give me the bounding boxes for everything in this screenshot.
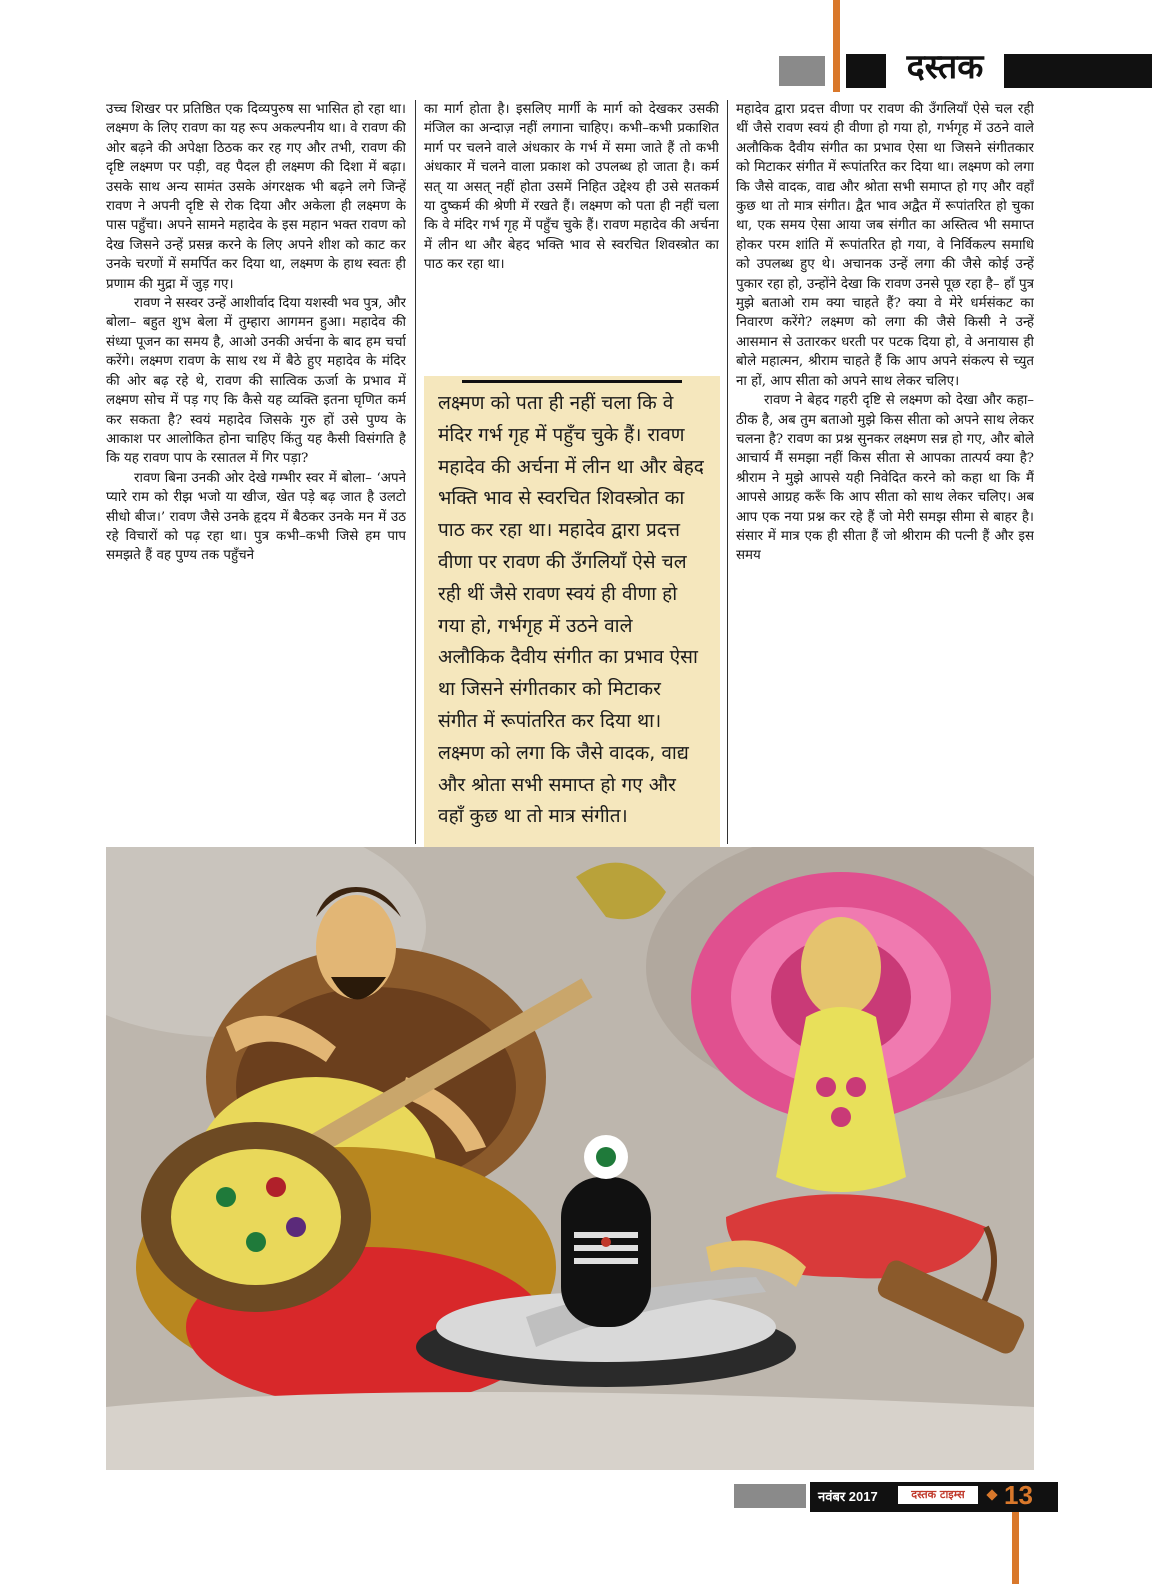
pull-quote xyxy=(424,376,720,858)
header-grey-block xyxy=(779,56,825,86)
lakshmana-face xyxy=(801,917,881,1017)
column-divider xyxy=(727,100,728,844)
illustration xyxy=(106,847,1034,1470)
pull-quote-rule-top xyxy=(462,380,682,383)
paragraph: उच्च शिखर पर प्रतिष्ठित एक दिव्यपुरुष सा भासित हो रहा था। लक्ष्मण के लिए रावण का यह रूप अकल्पनीय था। वे रावण की ओर बढ़ने की अपेक्षा ठिठक कर रह गए और तभी, रावण की दृष्टि लक्ष्मण पर पड़ी, वह पैदल ही लक्ष्मण की दिशा में बढ़ा। उसके साथ अन्य सामंत उसके अंगरक्षक भी बढ़ने लगे जिन्हें रावण ने अपनी दृष्टि से रोक दिया और अकेला ही लक्ष्मण के पास पहुँचा। अपने सामने महादेव के इस महान भक्त रावण को देख जिसने उन्हें प्रसन्न करने के लिए अपने शीश को काट कर उनके चरणों में समर्पित कर दिया था, लक्ष्मण के हाथ स्वतः ही प्रणाम की मुद्रा में जुड़ गए। xyxy=(106,102,406,292)
illustration-art xyxy=(106,847,1034,1470)
article-column-2 xyxy=(424,100,719,364)
issue-date: नवंबर 2017 xyxy=(818,1489,878,1504)
article-column-1 xyxy=(106,100,406,844)
column-divider xyxy=(415,100,416,844)
footer-accent-bar xyxy=(1012,1512,1019,1584)
paragraph: रावण बिना उनकी ओर देखे गम्भीर स्वर में बोला– ‘अपने प्यारे राम को रीझ भजो या खीज, खेत पड़े बढ़ जात है उलटो सीधो बीज।’ रावण जैसे उनके हृदय में बैठकर उनके मन में उठ रहे विचारों को पढ़ रहा था। पुत्र कभी–कभी जिसे हम पाप समझते हैं वह पुण्य तक पहुँचने xyxy=(106,470,406,564)
header-accent-bar xyxy=(833,0,840,92)
paragraph: रावण ने सस्वर उन्हें आशीर्वाद दिया यशस्वी भव पुत्र, और बोला– बहुत शुभ बेला में तुम्हारा आगमन हुआ। महादेव की संध्या पूजन का समय है, आओ उनकी अर्चना के बाद हम चर्चा करेंगे। लक्ष्मण रावण के साथ रथ में बैठे हुए महादेव के मंदिर की ओर बढ़ रहे थे, रावण की सात्विक ऊर्जा के प्रभाव में लक्ष्मण सोच में पड़ गए कि कैसे यह व्यक्ति इतना घृणित कर्म कर सकता है? स्वयं महादेव जिसके गुरु हों उसे पुण्य के आकाश पर आलोकित होना चाहिए किंतु यह कैसी विसंगति है कि यह रावण पाप के रसातल में गिर पड़ा? xyxy=(106,296,406,467)
pull-quote-text: लक्ष्मण को पता ही नहीं चला कि वे मंदिर गर्भ गृह में पहुँच चुके हैं। रावण महादेव की अर्चना में लीन था और बेहद भक्ति भाव से स्वरचित शिवस्त्रोत का पाठ कर रहा था। महादेव द्वारा प्रदत्त वीणा पर रावण की उँगलियाँ ऐसे चल रही थीं जैसे रावण स्वयं ही वीणा हो गया हो, गर्भगृह में उठने वाले अलौकिक दैवीय संगीत का प्रभाव ऐसा था जिसने संगीतकार को मिटाकर संगीत में रूपांतरित कर दिया था। लक्ष्मण को लगा कि जैसे वादक, वाद्य और श्रोता सभी समाप्त हो गए और वहाँ कुछ था तो मात्र संगीत। xyxy=(438,392,704,828)
paragraph: रावण ने बेहद गहरी दृष्टि से लक्ष्मण को देखा और कहा– ठीक है, अब तुम बताओ मुझे किस सीता को अपने साथ लेकर चलना है? रावण का प्रश्न सुनकर लक्ष्मण सन्न हो गए, और बोले आचार्य मैं समझा नहीं किस सीता से आपका तात्पर्य क्या है? श्रीराम ने मुझे आपसे यही निवेदित करने को कहा था कि मैं आपसे आग्रह करूँ कि आप सीता को साथ लेकर चलिए। अब आप एक नया प्रश्न कर रहे हैं जो मेरी समझ सीमा से बाहर है। संसार में मात्र एक ही सीता हैं जो श्रीराम की पत्नी हैं और इस समय xyxy=(736,393,1034,564)
footer-magazine-name: दस्तक टाइम्स xyxy=(898,1486,978,1504)
page-number: 13 xyxy=(1004,1480,1033,1510)
shivalinga xyxy=(561,1177,651,1327)
footer-grey-block xyxy=(734,1484,806,1508)
masthead-logo: दस्तक xyxy=(886,46,1004,88)
paragraph: का मार्ग होता है। इसलिए मार्गी के मार्ग को देखकर उसकी मंजिल का अन्दाज़ नहीं लगाना चाहिए। कभी–कभी प्रकाशित मार्ग पर चलने वाले अंधकार के गर्भ में समा जाते हैं तो कभी अंधकार में चलने वाला प्रकाश को उपलब्ध हो जाता है। कर्म सत् या असत् नहीं होता उसमें निहित उद्देश्य ही उसे सतकर्म या दुष्कर्म की श्रेणी में रखते हैं। लक्ष्मण को पता ही नहीं चला कि वे मंदिर गर्भ गृह में पहुँच चुके हैं। रावण महादेव की अर्चना में लीन था और बेहद भक्ति भाव से स्वरचित शिवस्त्रोत का पाठ कर रहा था। xyxy=(424,102,719,273)
article-column-3 xyxy=(736,100,1034,844)
paragraph: महादेव द्वारा प्रदत्त वीणा पर रावण की उँगलियाँ ऐसे चल रही थीं जैसे रावण स्वयं ही वीणा हो गया हो, गर्भगृह में उठने वाले अलौकिक दैवीय संगीत का प्रभाव ऐसा था जिसने संगीतकार को मिटाकर संगीत में रूपांतरित कर दिया था। लक्ष्मण को लगा कि जैसे वादक, वाद्य और श्रोता सभी समाप्त हो गए और वहाँ कुछ था तो मात्र संगीत। द्वैत भाव अद्वैत में रूपांतरित हो चुका था, एक समय ऐसा आया जब संगीत का अस्तित्व भी समाप्त होकर परम शांति में रूपांतरित हो गया, वे निर्विकल्प समाधि को उपलब्ध हुए थे। अचानक उन्हें लगा की जैसे कोई उन्हें पुकार रहा हो, उन्होंने देखा कि रावण उनसे पूछ रहा है– हाँ पुत्र मुझे बताओ राम क्या चाहते हैं? क्या वे मेरे धर्मसंकट का निवारण करेंगे? लक्ष्मण को लगा की जैसे किसी ने उन्हें आसमान से उतारकर धरती पर पटक दिया हो, वे अनायास ही बोले महात्मन, श्रीराम चाहते हैं कि आप अपने संकल्प से च्युत ना हों, आप सीता को अपने साथ लेकर चलिए। xyxy=(736,102,1034,389)
